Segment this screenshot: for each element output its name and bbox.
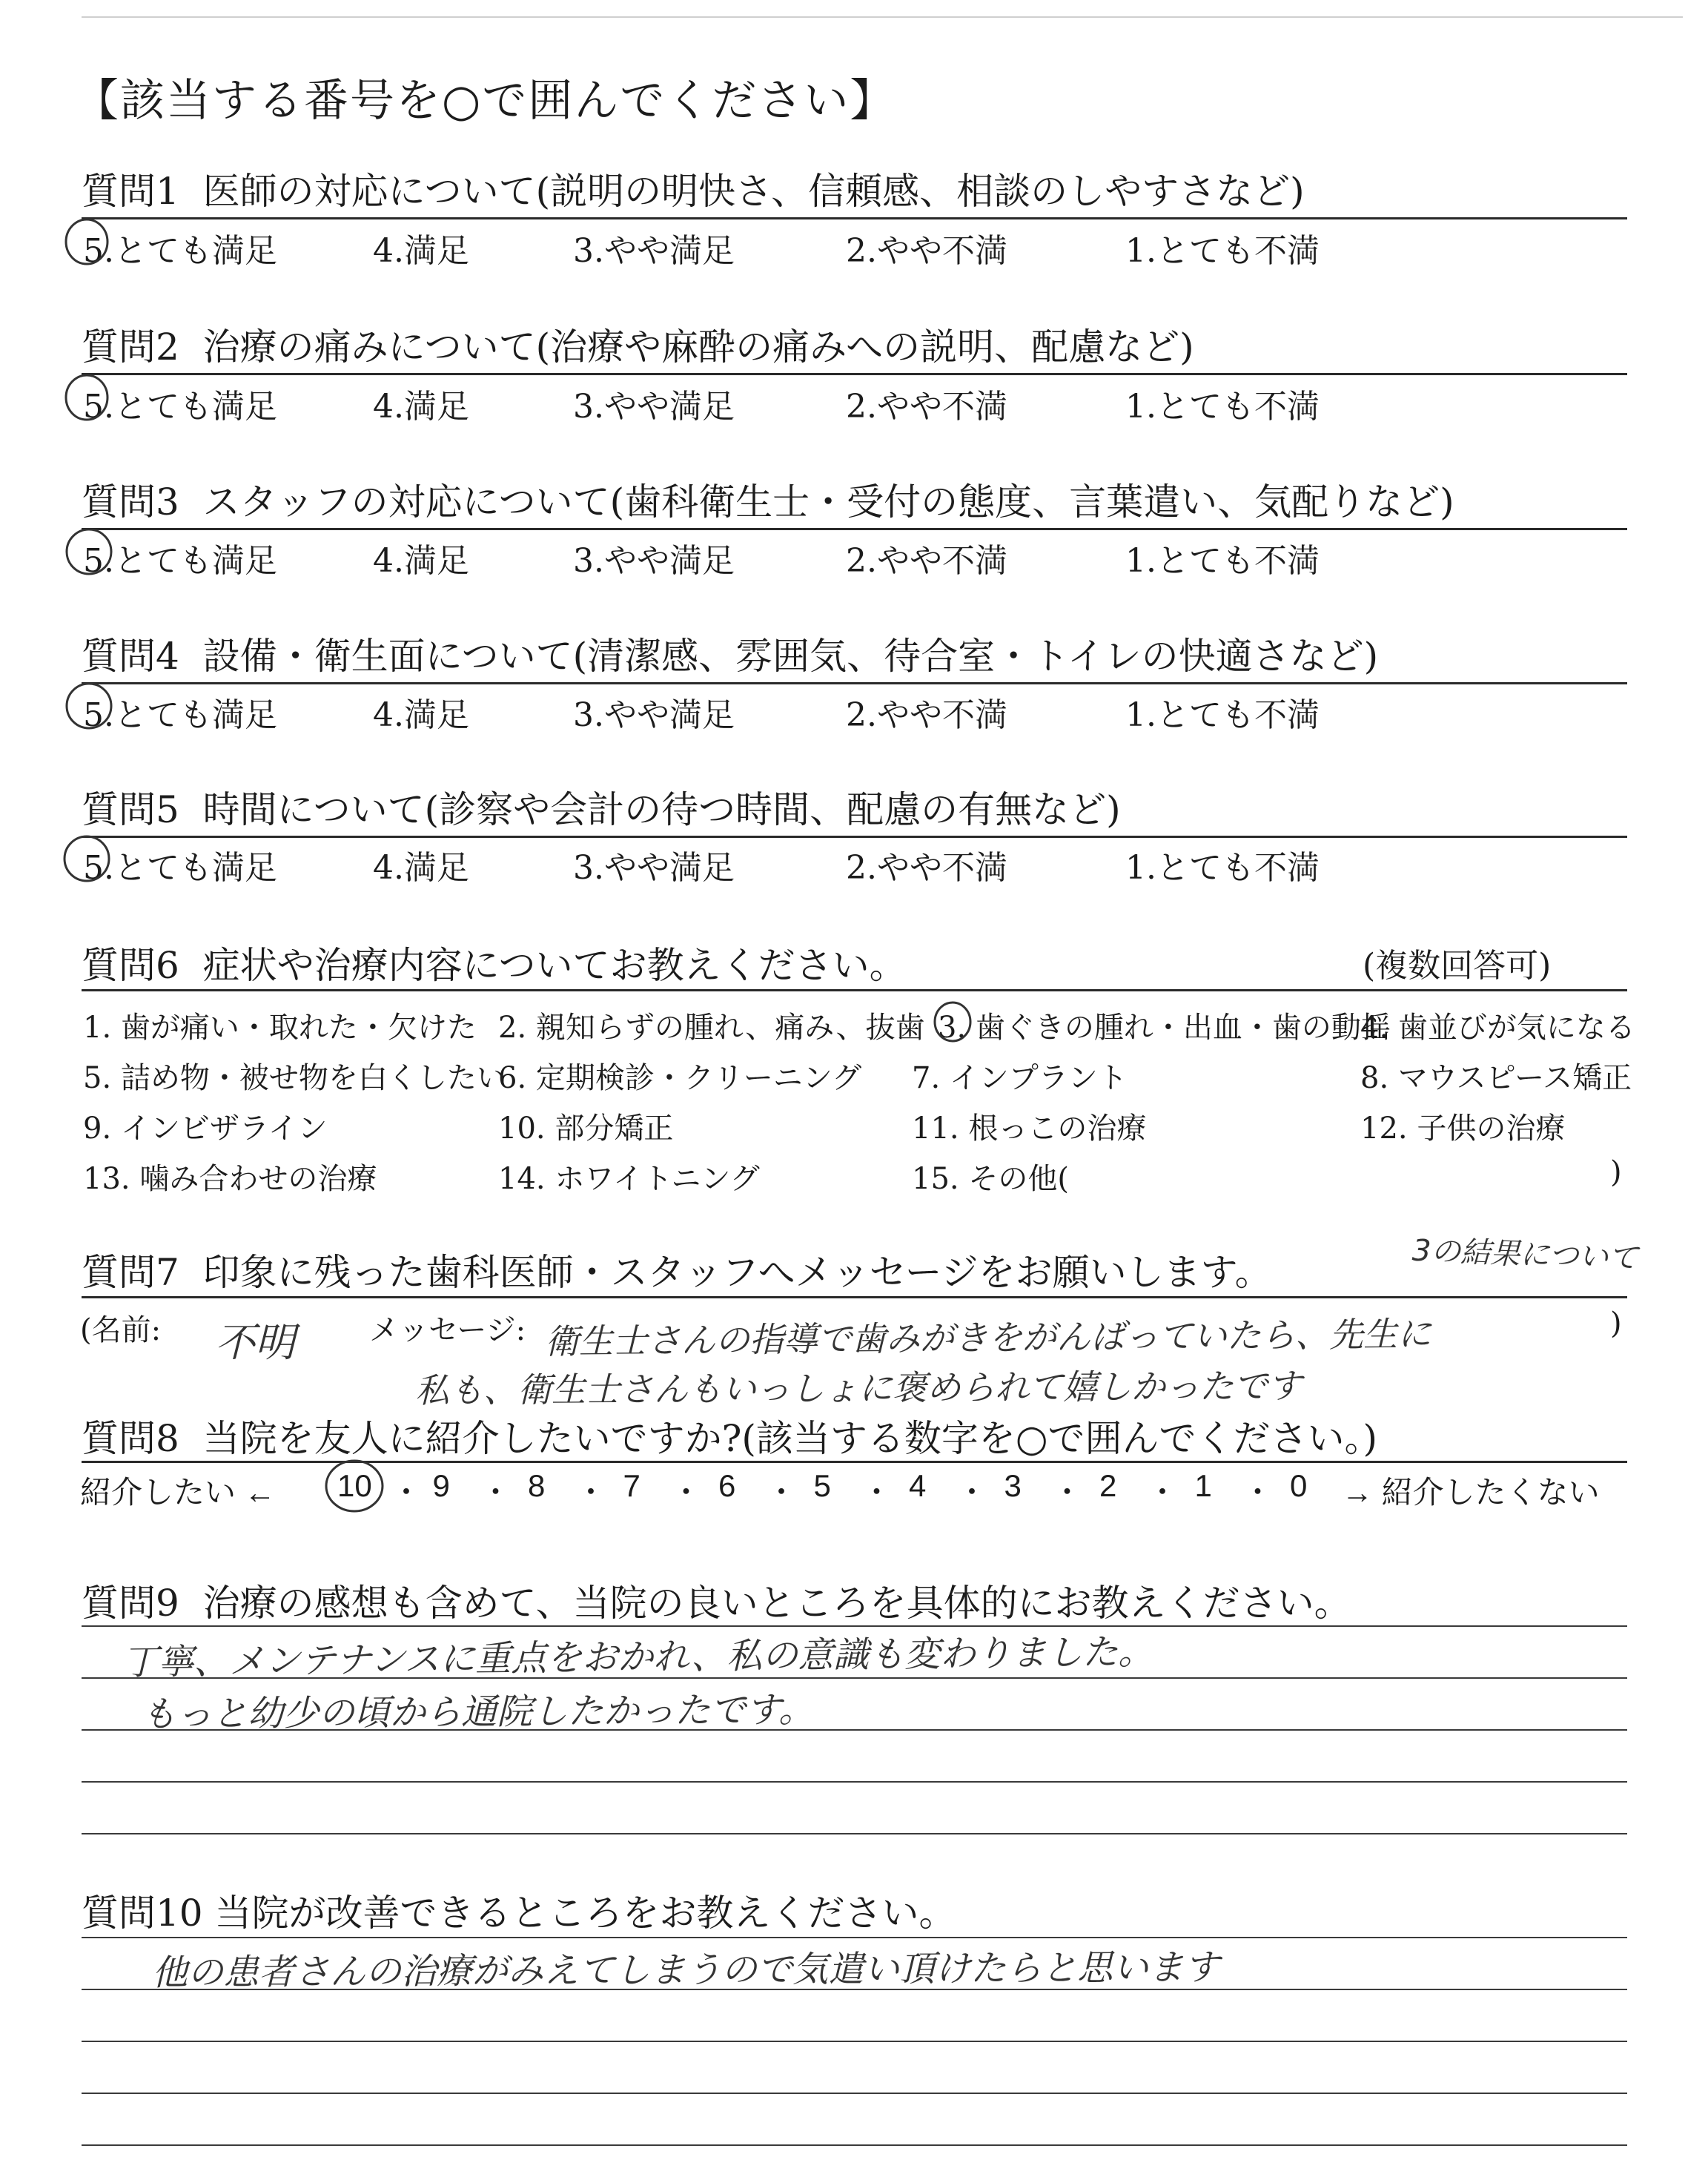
q3-option-5[interactable]: 5.とても満足: [83, 542, 277, 580]
question-2: 質問2 治療の痛みについて(治療や麻酔の痛みへの説明、配慮など): [82, 326, 1194, 369]
question-3: 質問3 スタッフの対応について(歯科衛生士・受付の態度、言葉遣い、気配りなど): [82, 480, 1454, 524]
question-7-rule: [82, 1296, 1627, 1298]
q3-option-1[interactable]: 1.とても不満: [1125, 542, 1320, 580]
q2-option-3[interactable]: 3.やや満足: [573, 388, 735, 426]
question-8: 質問8 当院を友人に紹介したいですか?(該当する数字を○で囲んでください。): [82, 1417, 1378, 1460]
q6-item-6[interactable]: 6. 定期検診・クリーニング: [498, 1061, 862, 1095]
q4-option-2[interactable]: 2.やや不満: [846, 696, 1007, 734]
q2-option-1[interactable]: 1.とても不満: [1125, 388, 1320, 426]
question-9: 質問9 治療の感想も含めて、当院の良いところを具体的にお教えください。: [82, 1582, 1351, 1625]
message-label: メッセージ:: [369, 1313, 526, 1347]
q2-option-4[interactable]: 4.満足: [373, 388, 469, 426]
question-10: 質問10 当院が改善できるところをお教えください。: [82, 1892, 956, 1935]
q9-line-5: [82, 1833, 1627, 1834]
q5-option-2[interactable]: 2.やや不満: [846, 849, 1007, 887]
q5-option-4[interactable]: 4.満足: [373, 849, 469, 887]
q6-item-7[interactable]: 7. インプラント: [912, 1061, 1128, 1095]
message-close-paren: ): [1610, 1307, 1622, 1341]
q6-item-5[interactable]: 5. 詰め物・被せ物を白くしたい: [83, 1061, 506, 1095]
handwritten-q9-line-2[interactable]: もっと幼少の頃から通院したかったです。: [140, 1688, 815, 1736]
handwritten-message-line-2[interactable]: 私も、衛生士さんもいっしょに褒められて嬉しかったです: [414, 1365, 1302, 1411]
recommend-score-9[interactable]: 9: [432, 1468, 450, 1503]
scale-separator-dot: ・: [480, 1475, 512, 1510]
recommend-score-7[interactable]: 7: [623, 1468, 640, 1503]
question-6: 質問6 症状や治療内容についてお教えください。: [82, 944, 907, 987]
question-7: 質問7 印象に残った歯科医師・スタッフへメッセージをお願いします。: [82, 1251, 1272, 1294]
q6-other-close-paren: ): [1610, 1155, 1622, 1189]
question-8-rule: [82, 1461, 1627, 1463]
q6-item-12[interactable]: 12. 子供の治療: [1360, 1112, 1566, 1146]
q10-line-4: [82, 2093, 1627, 2094]
handwritten-name[interactable]: 不明: [215, 1319, 295, 1366]
recommend-right-label: → 紹介したくない: [1342, 1475, 1600, 1510]
recommend-score-3[interactable]: 3: [1004, 1468, 1022, 1503]
question-3-rule: [82, 528, 1627, 530]
question-2-rule: [82, 373, 1627, 375]
name-label: (名前:: [80, 1313, 162, 1347]
q5-option-1[interactable]: 1.とても不満: [1125, 849, 1320, 887]
question-4-rule: [82, 682, 1627, 684]
q6-item-14[interactable]: 14. ホワイトニング: [498, 1162, 760, 1196]
recommend-score-4[interactable]: 4: [909, 1468, 927, 1503]
top-border: [82, 16, 1683, 18]
recommend-left-label: 紹介したい ←: [80, 1475, 276, 1510]
q1-option-1[interactable]: 1.とても不満: [1125, 232, 1320, 270]
q4-option-4[interactable]: 4.満足: [373, 696, 469, 734]
scale-separator-dot: ・: [766, 1475, 798, 1510]
q2-option-2[interactable]: 2.やや不満: [846, 388, 1007, 426]
scale-separator-dot: ・: [861, 1475, 893, 1510]
question-1-rule: [82, 217, 1627, 219]
scale-separator-dot: ・: [956, 1475, 988, 1510]
question-1: 質問1 医師の対応について(説明の明快さ、信頼感、相談のしやすさなど): [82, 170, 1305, 213]
recommend-score-6[interactable]: 6: [718, 1468, 736, 1503]
handwritten-q9-line-1[interactable]: 丁寧、メンテナンスに重点をおかれ、私の意識も変わりました。: [122, 1631, 1154, 1684]
handwritten-q7-note: 3の結果について: [1411, 1233, 1639, 1276]
q10-line-3: [82, 2041, 1627, 2042]
q3-option-4[interactable]: 4.満足: [373, 542, 469, 580]
q6-item-10[interactable]: 10. 部分矯正: [498, 1112, 674, 1146]
scale-separator-dot: ・: [1051, 1475, 1083, 1510]
scale-separator-dot: ・: [670, 1475, 702, 1510]
q1-option-2[interactable]: 2.やや不満: [846, 232, 1007, 270]
q6-item-4[interactable]: 4. 歯並びが気になる: [1360, 1011, 1635, 1045]
q1-option-5[interactable]: 5.とても満足: [83, 232, 277, 270]
page-title: 【該当する番号を○で囲んでください】: [74, 75, 896, 127]
question-6-rule: [82, 989, 1627, 991]
scale-separator-dot: ・: [391, 1475, 423, 1510]
q3-option-2[interactable]: 2.やや不満: [846, 542, 1007, 580]
q6-item-9[interactable]: 9. インビザライン: [83, 1112, 328, 1146]
handwritten-q10-line-1[interactable]: 他の患者さんの治療がみえてしまうので気遣い頂けたらと思います: [151, 1946, 1220, 1994]
question-5-rule: [82, 836, 1627, 838]
q10-line-1: [82, 1937, 1627, 1938]
question-4: 質問4 設備・衛生面について(清潔感、雰囲気、待合室・トイレの快適さなど): [82, 635, 1379, 678]
question-5: 質問5 時間について(診察や会計の待つ時間、配慮の有無など): [82, 788, 1121, 831]
recommend-score-10[interactable]: 10: [337, 1468, 372, 1503]
q4-option-3[interactable]: 3.やや満足: [573, 696, 735, 734]
q2-option-5[interactable]: 5.とても満足: [83, 388, 277, 426]
recommend-score-0[interactable]: 0: [1290, 1468, 1308, 1503]
q5-option-5[interactable]: 5.とても満足: [83, 849, 277, 887]
q6-item-13[interactable]: 13. 噛み合わせの治療: [83, 1162, 377, 1196]
q1-option-4[interactable]: 4.満足: [373, 232, 469, 270]
q6-item-1[interactable]: 1. 歯が痛い・取れた・欠けた: [83, 1011, 477, 1045]
multiple-answers-note: (複数回答可): [1363, 947, 1552, 985]
recommend-score-1[interactable]: 1: [1194, 1468, 1212, 1503]
q6-item-11[interactable]: 11. 根っこの治療: [912, 1112, 1147, 1146]
q4-option-1[interactable]: 1.とても不満: [1125, 696, 1320, 734]
q5-option-3[interactable]: 3.やや満足: [573, 849, 735, 887]
q3-option-3[interactable]: 3.やや満足: [573, 542, 735, 580]
q9-line-4: [82, 1781, 1627, 1783]
scale-separator-dot: ・: [1147, 1475, 1179, 1510]
scale-separator-dot: ・: [1242, 1475, 1274, 1510]
q6-item-3[interactable]: 3. 歯ぐきの腫れ・出血・歯の動揺: [938, 1011, 1391, 1045]
recommend-score-2[interactable]: 2: [1099, 1468, 1117, 1503]
q4-option-5[interactable]: 5.とても満足: [83, 696, 277, 734]
recommend-score-5[interactable]: 5: [813, 1468, 831, 1503]
q6-item-8[interactable]: 8. マウスピース矯正: [1360, 1061, 1632, 1095]
q1-option-3[interactable]: 3.やや満足: [573, 232, 735, 270]
recommend-score-8[interactable]: 8: [528, 1468, 546, 1503]
q10-line-5: [82, 2144, 1627, 2146]
q6-item-2[interactable]: 2. 親知らずの腫れ、痛み、抜歯: [498, 1011, 925, 1045]
scale-separator-dot: ・: [575, 1475, 607, 1510]
q6-item-15[interactable]: 15. その他(: [912, 1162, 1069, 1196]
handwritten-message-line-1[interactable]: 衛生士さんの指導で歯みがきをがんばっていたら、先生に: [544, 1313, 1432, 1362]
